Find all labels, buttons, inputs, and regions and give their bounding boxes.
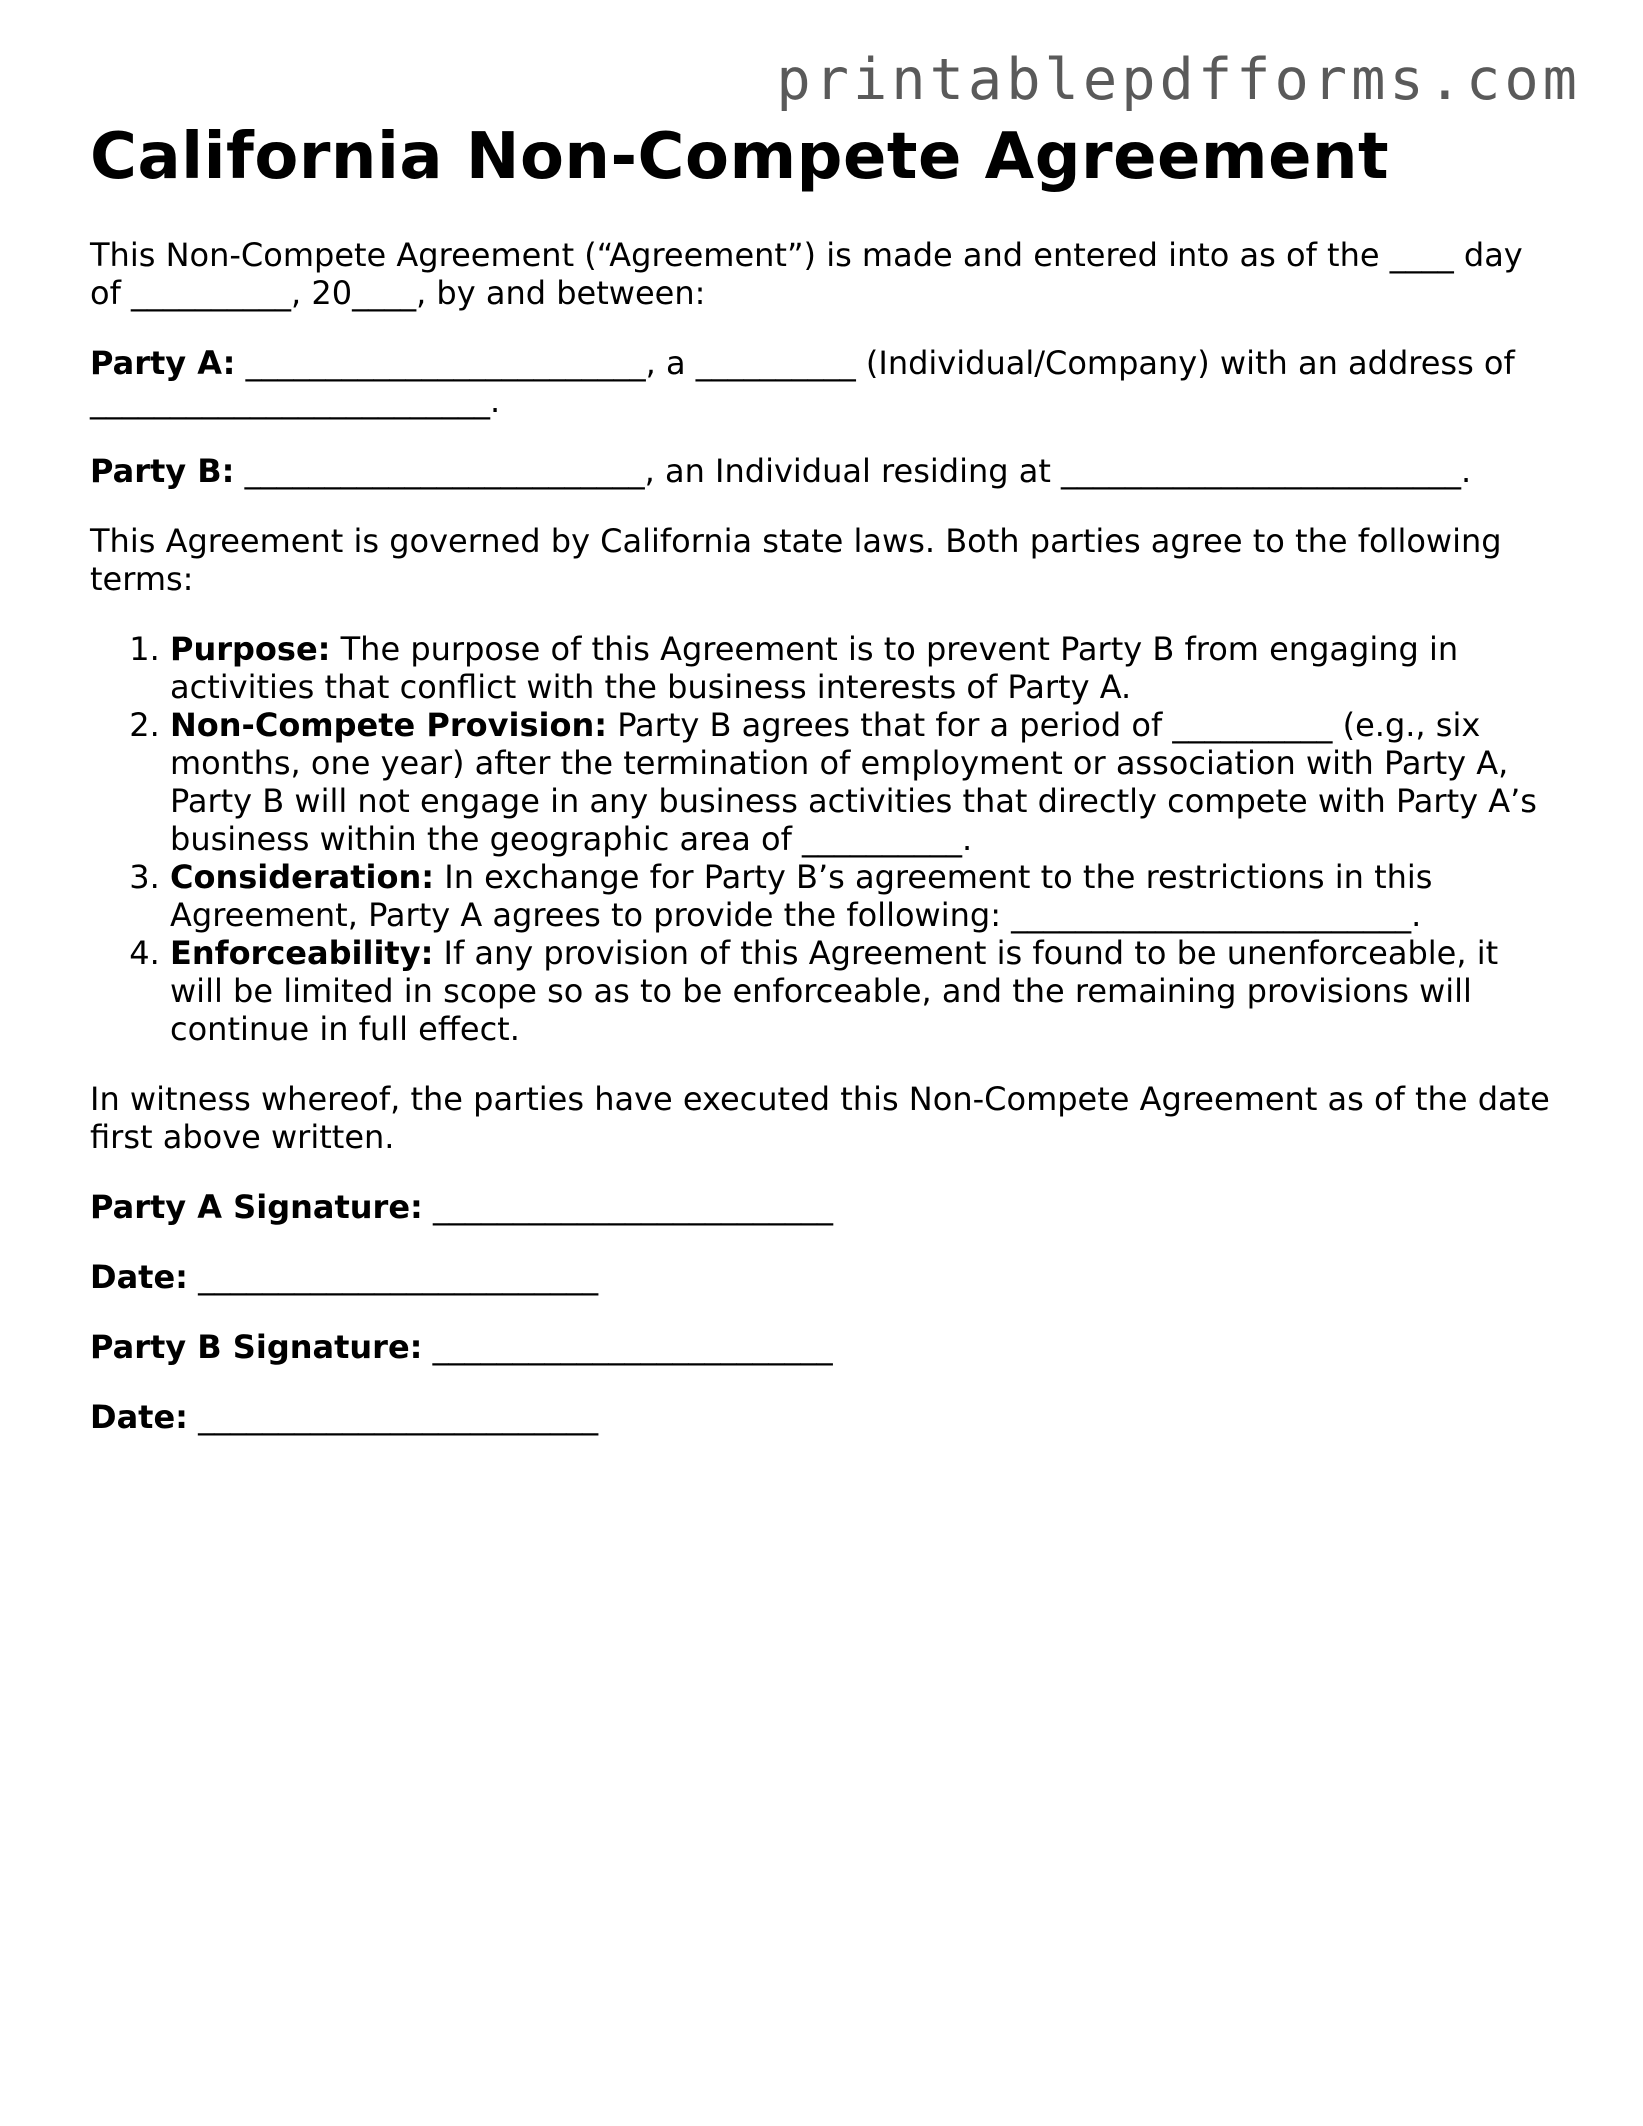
party-b-fields: _________________________, an Individual residing at _________________________. — [234, 452, 1472, 490]
party-a-paragraph — [90, 344, 1550, 420]
signature-label: Party A Signature: — [90, 1188, 423, 1226]
party-b-signature-line — [90, 1328, 1550, 1366]
term-heading: Enforceability: — [170, 934, 434, 972]
term-text: Party B agrees that for a period of __________ (e.g., six months, one year) after the termination of employment or association with Party A, Party B will not engage in any business activities that directly compete with Party A’s business within the geographic area of __________. — [170, 706, 1537, 858]
party-b-label: Party B: — [90, 452, 235, 490]
terms-list — [90, 630, 1550, 1048]
date-label: Date: — [90, 1398, 188, 1436]
signature-blank: _________________________ — [422, 1188, 833, 1226]
date-blank: _________________________ — [187, 1398, 599, 1436]
party-a-fields: _________________________, a __________ (Individual/Company) with an address of _________________________. — [90, 344, 1515, 420]
term-heading: Non-Compete Provision: — [170, 706, 608, 744]
term-purpose — [170, 630, 1550, 706]
term-text: The purpose of this Agreement is to prevent Party B from engaging in activities that conflict with the business interests of Party A. — [170, 630, 1459, 706]
agreement-text — [90, 236, 1550, 1436]
witness-paragraph: In witness whereof, the parties have executed this Non-Compete Agreement as of the date first above written. — [90, 1080, 1550, 1156]
date-label: Date: — [90, 1258, 188, 1296]
term-heading: Purpose: — [170, 630, 331, 668]
signature-blank: _________________________ — [422, 1328, 833, 1366]
term-enforceability — [170, 934, 1550, 1048]
term-text: In exchange for Party B’s agreement to the restrictions in this Agreement, Party A agrees to provide the following: _________________________. — [170, 858, 1433, 934]
date-blank: _________________________ — [187, 1258, 599, 1296]
party-a-label: Party A: — [90, 344, 236, 382]
term-text: If any provision of this Agreement is found to be unenforceable, it will be limited in scope so as to be enforceable, and the remaining provisions will continue in full effect. — [170, 934, 1499, 1048]
term-heading: Consideration: — [170, 858, 435, 896]
party-a-date-line — [90, 1258, 1550, 1296]
signature-label: Party B Signature: — [90, 1328, 423, 1366]
term-non-compete-provision — [170, 706, 1550, 858]
party-b-date-line — [90, 1398, 1550, 1436]
intro-paragraph: This Non-Compete Agreement (“Agreement”) is made and entered into as of the ____ day of __________, 20____, by and between: — [90, 236, 1523, 312]
document-body — [90, 118, 1550, 1436]
watermark-text: printablepdfforms.com — [776, 47, 1581, 113]
party-a-signature-line — [90, 1188, 1550, 1226]
document-title: California Non-Compete Agreement — [90, 120, 1390, 194]
party-b-paragraph — [90, 452, 1550, 490]
governing-law-paragraph: This Agreement is governed by California state laws. Both parties agree to the following terms: — [90, 522, 1502, 598]
term-consideration — [170, 858, 1550, 934]
